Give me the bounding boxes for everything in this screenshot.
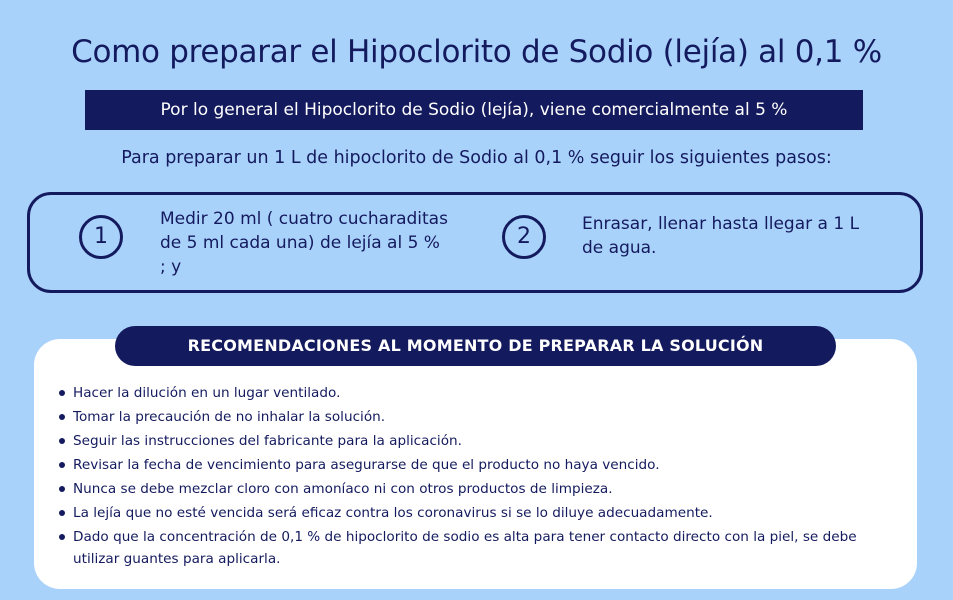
recommendation-text: Dado que la concentración de 0,1 % de hipoclorito de sodio es alta para tener contacto directo con la piel, se debe utilizar guantes para aplicarla. [73,529,857,567]
recommendation-text: Nunca se debe mezclar cloro con amoníaco ni con otros productos de limpieza. [73,481,613,497]
list-item [58,429,898,453]
step-2-number-badge: 2 [502,215,546,259]
recommendation-text: La lejía que no esté vencida será eficaz contra los coronavirus si se lo diluye adecuadamente. [73,505,713,521]
recommendation-text: Hacer la dilución en un lugar ventilado. [73,385,341,401]
recommendations-heading: RECOMENDACIONES AL MOMENTO DE PREPARAR LA SOLUCIÓN [115,326,836,366]
step-2-text: Enrasar, llenar hasta llegar a 1 L de agua. [582,214,860,258]
list-item [58,477,898,501]
list-item [58,405,898,429]
step-1-number-badge: 1 [79,215,123,259]
page-title: Como preparar el Hipoclorito de Sodio (lejía) al 0,1 % [71,34,882,70]
step-1-text: Medir 20 ml ( cuatro cucharaditas de 5 ml cada una) de lejía al 5 % ; y [160,209,448,277]
recommendations-list [58,381,898,571]
recommendation-text: Revisar la fecha de vencimiento para asegurarse de que el producto no haya vencido. [73,457,660,473]
list-item [58,525,898,571]
list-item [58,453,898,477]
list-item [58,501,898,525]
steps-intro: Para preparar un 1 L de hipoclorito de Sodio al 0,1 % seguir los siguientes pasos: [121,148,832,168]
recommendation-text: Tomar la precaución de no inhalar la solución. [73,409,386,425]
list-item [58,381,898,405]
commercial-concentration-banner: Por lo general el Hipoclorito de Sodio (lejía), viene comercialmente al 5 % [85,90,863,130]
recommendation-text: Seguir las instrucciones del fabricante para la aplicación. [73,433,462,449]
